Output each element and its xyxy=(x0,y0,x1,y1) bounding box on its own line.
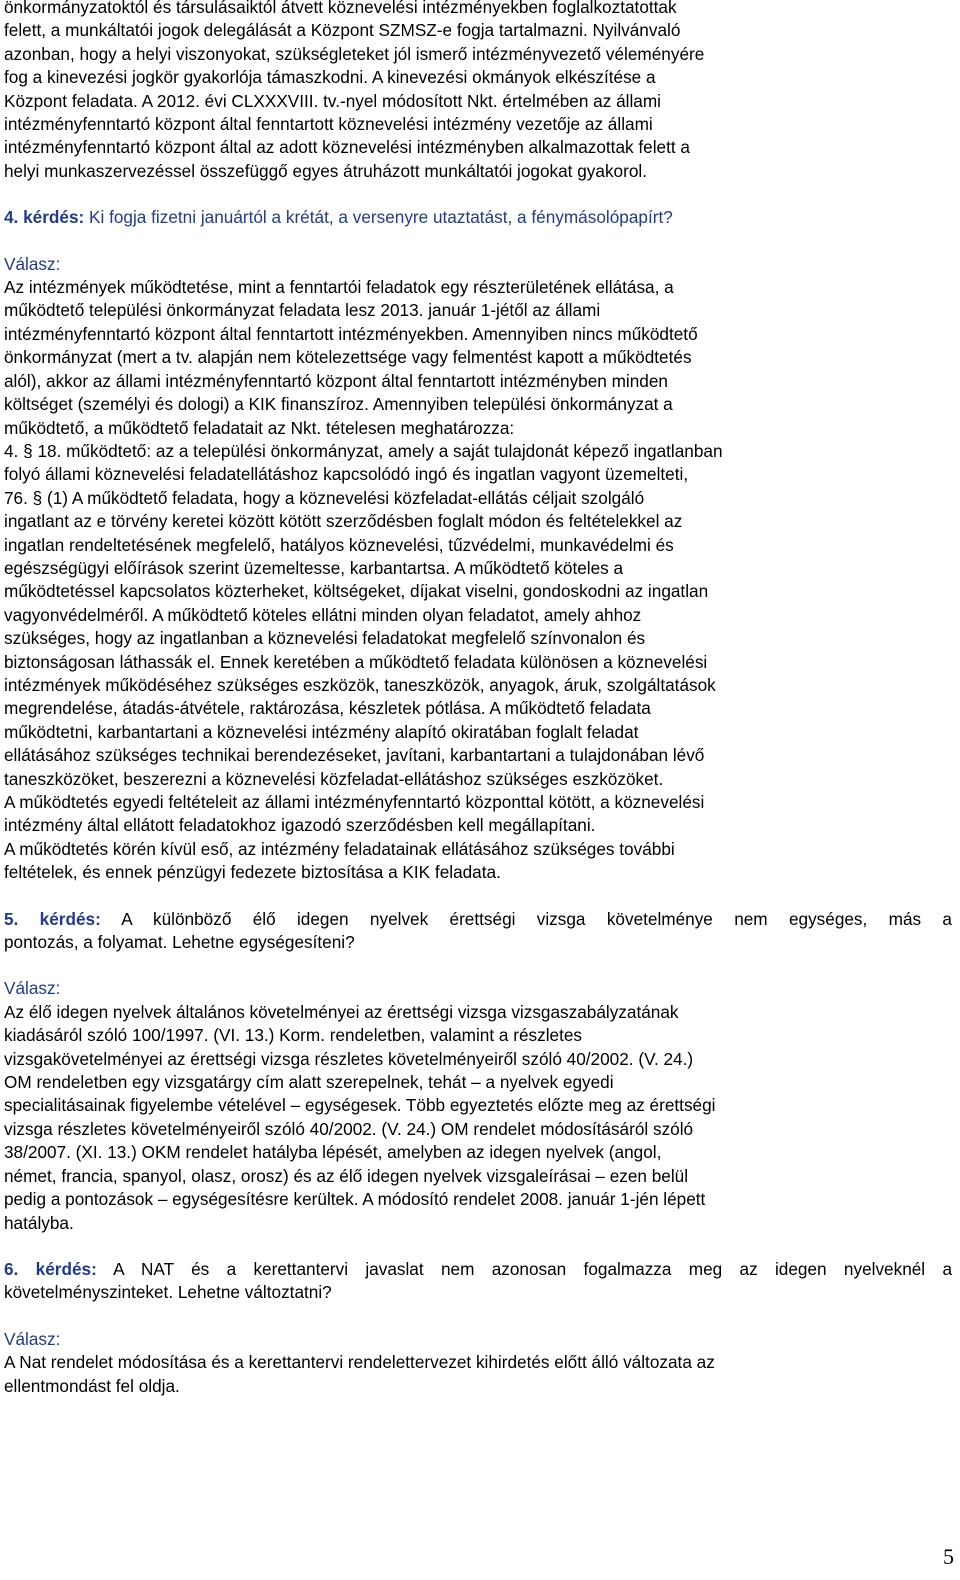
text-line: 4. § 18. működtető: az a települési önkormányzat, amely a saját tulajdonát képező ingatlanban xyxy=(4,440,723,461)
intro-paragraph xyxy=(4,0,952,183)
text-line: megrendelése, átadás-átvétele, raktározása, készletek pótlása. A működtető feladata xyxy=(4,698,651,719)
text-line: ingatlant az e törvény keretei között kötött szerződésben foglalt módon és feltételekkel az xyxy=(4,511,683,532)
text-line: intézmények működéséhez szükséges eszközök, taneszközök, anyagok, áruk, szolgáltatások xyxy=(4,674,716,695)
text-line: fog a kinevezési jogkör gyakorlója támaszkodni. A kinevezési okmányok elkészítése a xyxy=(4,67,656,88)
text-line: önkormányzat (mert a tv. alapján nem kötelezettsége vagy felmentést kapott a működtetés xyxy=(4,347,692,368)
text-line: vizsgakövetelményei az érettségi vizsga részletes követelményeiről szóló 40/2002. (V. 24.) xyxy=(4,1048,694,1069)
question-5 xyxy=(4,908,952,955)
answer-4 xyxy=(4,253,952,885)
text-line: pedig a pontozások – egységesítésre kerültek. A módosító rendelet 2008. január 1-jén lépett xyxy=(4,1189,706,1210)
question-5-text-cont: pontozás, a folyamat. Lehetne egységesíteni? xyxy=(4,932,355,953)
text-line: szükséges, hogy az ingatlanban a köznevelési feladatokat megfelelő színvonalon és xyxy=(4,628,646,649)
text-line: Az élő idegen nyelvek általános követelményei az érettségi vizsga vizsgaszabályzatának xyxy=(4,1001,679,1022)
answer-5-label: Válasz: xyxy=(4,978,61,999)
text-line: Központ feladata. A 2012. évi CLXXXVIII. tv.-nyel módosított Nkt. értelmében az állami xyxy=(4,90,661,111)
text-line: taneszközöket, beszerezni a köznevelési közfeladat-ellátáshoz szükséges eszközöket. xyxy=(4,768,664,789)
text-line: 38/2007. (XI. 13.) OKM rendelet hatályba lépését, amelyben az idegen nyelvek (angol, xyxy=(4,1142,662,1163)
text-line: költséget (személyi és dologi) a KIK finanszírоz. Amennyiben települési önkormányzat a xyxy=(4,394,673,415)
text-line: biztonságosan láthassák el. Ennek keretében a működtető feladata különösen a köznevelési xyxy=(4,651,708,672)
text-line: ingatlan rendeltetésének megfelelő, hatályos köznevelési, tűzvédelmi, munkavédelmi és xyxy=(4,534,674,555)
document-page xyxy=(4,0,952,1398)
text-line: működtető, a működtető feladatait az Nkt. tételesen meghatározza: xyxy=(4,417,515,438)
text-line: A működtetés egyedi feltételeit az állami intézményfenntartó központtal kötött, a köznevelési xyxy=(4,792,705,812)
text-line: ellentmondást fel oldja. xyxy=(4,1375,180,1396)
text-line: feltételek, és ennek pénzügyi fedezete biztosítása a KIK feladata. xyxy=(4,862,501,883)
text-line: működtetéssel kapcsolatos közterheket, költségeket, díjakat viselni, gondoskodni az ingatlan xyxy=(4,581,709,602)
question-6-line xyxy=(4,1258,952,1281)
question-6-text-cont: követelményszinteket. Lehetne változtatni? xyxy=(4,1282,332,1303)
text-line: működtetni, karbantartani a köznevelési intézmény alapító okiratában foglalt feladat xyxy=(4,721,639,742)
text-line: alól), akkor az állami intézményfenntartó központ által fenntartott intézményben minden xyxy=(4,370,668,391)
text-line: egészségügyi előírások szerint üzemeltesse, karbantartsa. A működtető köteles a xyxy=(4,557,624,578)
text-line: vagyonvédelméről. A működtető köteles ellátni minden olyan feladatot, amely ahhoz xyxy=(4,604,642,625)
text-line: ellátásához szükséges technikai berendezéseket, javítani, karbantartani a tulajdonában lévő xyxy=(4,745,705,766)
question-6-label: 6. kérdés: xyxy=(4,1258,97,1279)
text-line: helyi munkaszervezéssel összefüggő egyes átruházott munkáltatói jogokat gyakorol. xyxy=(4,160,647,181)
text-line: specialitásainak figyelembe vételével – egységesek. Több egyeztetés előzte meg az érettségi xyxy=(4,1095,716,1116)
answer-6-label: Válasz: xyxy=(4,1328,61,1349)
answer-6 xyxy=(4,1328,952,1398)
text-line: A működtetés körén kívül eső, az intézmény feladatainak ellátásához szükséges további xyxy=(4,838,675,859)
question-5-label: 5. kérdés: xyxy=(4,908,101,929)
answer-4-label: Válasz: xyxy=(4,253,61,274)
text-line: azonban, hogy a helyi viszonyokat, szükségleteket jól ismerő intézményvezető véleményére xyxy=(4,43,705,64)
text-line: kiadásáról szóló 100/1997. (VI. 13.) Korm. rendeletben, valamint a részletes xyxy=(4,1025,582,1046)
question-4-line xyxy=(4,206,952,229)
text-line: német, francia, spanyol, olasz, orosz) és az élő idegen nyelvek vizsgaleírásai – ezen belül xyxy=(4,1165,689,1186)
text-line: Az intézmények működtetése, mint a fenntartói feladatok egy részterületének ellátása, a xyxy=(4,277,674,298)
text-line: intézményfenntartó központ által az adott köznevelési intézményben alkalmazottak felett a xyxy=(4,137,690,158)
question-4-text: Ki fogja fizetni januártól a krétát, a versenyre utaztatást, a fénymásolópapírt? xyxy=(84,207,673,228)
question-4 xyxy=(4,206,952,229)
text-line: OM rendeletben egy vizsgatárgy cím alatt szerepelnek, tehát – a nyelvek egyedi xyxy=(4,1072,614,1093)
text-line: A Nat rendelet módosítása és a kerettantervi rendelettervezet kihirdetés előtt álló változata az xyxy=(4,1352,715,1373)
text-line: 76. § (1) A működtető feladata, hogy a köznevelési közfeladat-ellátás céljait szolgáló xyxy=(4,487,645,508)
question-6 xyxy=(4,1258,952,1305)
text-line: felett, a munkáltatói jogok delegálását a Központ SZMSZ-e fogja tartalmazni. Nyilvánvaló xyxy=(4,20,681,41)
text-line: intézményfenntartó központ által fenntartott intézményekben. Amennyiben nincs működtető xyxy=(4,323,698,344)
text-line: hatályba. xyxy=(4,1212,74,1233)
question-6-text: A NAT és a kerettantervi javaslat nem azonosan fogalmazza meg az idegen nyelveknél a xyxy=(96,1258,953,1279)
text-line: folyó állami köznevelési feladatellátáshoz kapcsolódó ingó és ingatlan vagyont üzemelteti, xyxy=(4,464,689,485)
question-5-text: A különböző élő idegen nyelvek érettségi vizsga követelménye nem egységes, más a xyxy=(100,908,952,929)
question-4-label: 4. kérdés: xyxy=(4,207,85,228)
question-5-line xyxy=(4,908,952,931)
text-line: vizsga részletes követelményeiről szóló 40/2002. (V. 24.) OM rendelet módosításáról szóló xyxy=(4,1118,694,1139)
text-line: működtető települési önkormányzat feladata lesz 2013. január 1-jétől az állami xyxy=(4,300,601,321)
text-line: intézményfenntartó központ által fenntartott köznevelési intézmény vezetője az állami xyxy=(4,114,653,135)
text-line: önkormányzatoktól és társulásaiktól átvett köznevelési intézményekben foglalkoztatottak xyxy=(4,0,677,17)
text-line: intézmény által ellátott feladatokhoz igazodó szerződésben kell megállapítani. xyxy=(4,815,596,836)
page-number: 5 xyxy=(943,1544,954,1569)
answer-5 xyxy=(4,977,952,1234)
